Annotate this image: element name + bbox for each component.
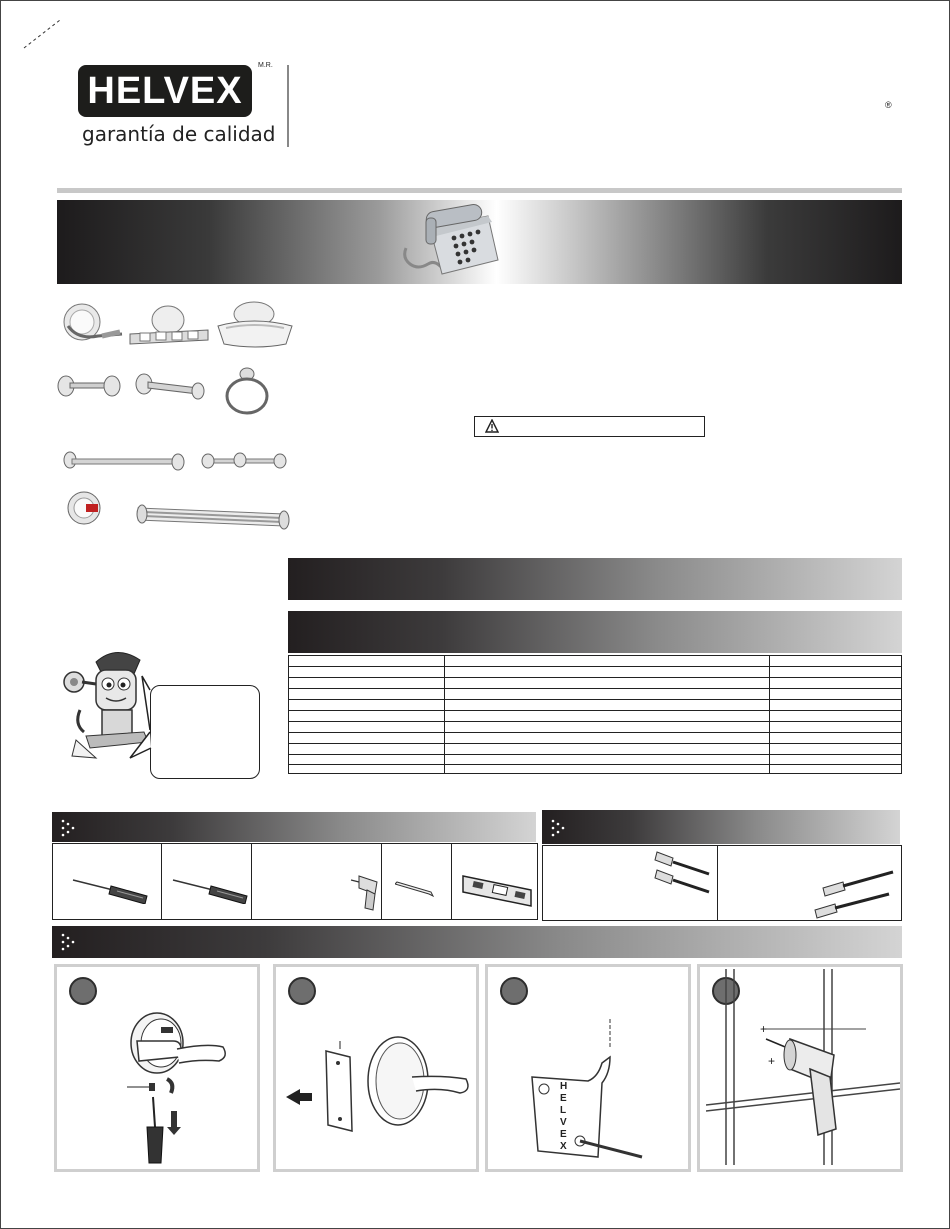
bubble-tail: [120, 670, 170, 760]
svg-text:L: L: [560, 1105, 567, 1116]
parts-col-divider: [444, 656, 445, 773]
dots-arrow-icon: [60, 932, 78, 952]
fixings-grid: [542, 845, 902, 921]
table-row: [289, 710, 901, 711]
cut-mark: [22, 18, 62, 50]
product-towel-shelf: [134, 498, 292, 532]
svg-text:E: E: [560, 1093, 567, 1104]
svg-text:V: V: [560, 1117, 567, 1128]
logo-tagline: garantía de calidad: [82, 122, 276, 146]
tool-divider: [251, 844, 252, 919]
table-row: [289, 721, 901, 722]
step-number-badge: [69, 977, 97, 1005]
product-paper-holder-long: [134, 372, 206, 402]
step-number-badge: [500, 977, 528, 1005]
drill-mark-plus: +: [760, 1022, 768, 1036]
warning-box: [474, 416, 705, 437]
step4-drilling-illustration: [706, 969, 900, 1165]
table-row: [289, 764, 901, 765]
drill-icon: [349, 872, 383, 912]
step2-separate-base-illustration: [282, 1027, 472, 1147]
fix-divider: [717, 846, 718, 920]
table-row: [289, 666, 901, 667]
section-bar-installation: [52, 926, 902, 958]
product-triple-hook: [200, 450, 288, 472]
product-toothbrush-holder: [128, 300, 210, 348]
warning-triangle-icon: [485, 419, 499, 433]
tool-divider: [451, 844, 452, 919]
step-panel-1: [54, 964, 260, 1172]
tools-grid: [52, 843, 538, 920]
pencil-icon: [395, 878, 439, 898]
step3-template-illustration: [518, 1017, 678, 1165]
level-icon: [461, 872, 533, 910]
step1-remove-screw-illustration: [117, 1007, 237, 1167]
drill-mark-cross: +: [768, 1054, 776, 1068]
step-panel-2: [273, 964, 479, 1172]
section-bar-parts: [288, 611, 902, 653]
section-bar-warranty: [288, 558, 902, 600]
flat-screwdriver-icon: [71, 874, 151, 904]
section-bar-fixings: [542, 810, 900, 844]
long-anchor-screws-icon: [813, 866, 899, 920]
product-towel-bar: [62, 450, 186, 472]
table-row: [289, 688, 901, 689]
brand-logo: [78, 62, 278, 152]
svg-text:E: E: [560, 1129, 567, 1140]
table-row: [289, 743, 901, 744]
product-robe-hook: [58, 300, 126, 348]
table-row: [289, 699, 901, 700]
parts-table: [288, 655, 902, 774]
phillips-screwdriver-icon: [171, 874, 251, 904]
svg-text:X: X: [560, 1141, 567, 1152]
dots-arrow-icon: [550, 818, 568, 838]
header-rule: [57, 188, 902, 193]
table-row: [289, 732, 901, 733]
product-single-hook: [64, 490, 108, 526]
table-row: [289, 677, 901, 678]
registered-symbol: ®: [885, 100, 892, 110]
telephone-icon: [400, 200, 500, 280]
product-soap-dish: [214, 298, 296, 348]
step-panel-3: [485, 964, 691, 1172]
logo-brand-name: HELVEX: [87, 70, 243, 112]
header-divider: [287, 65, 289, 147]
svg-text:H: H: [560, 1081, 568, 1092]
product-towel-ring: [222, 366, 272, 416]
section-bar-tools: [52, 812, 536, 842]
product-toilet-paper-holder: [56, 372, 122, 400]
logo-registered: M.R.: [258, 62, 273, 69]
wall-anchor-screws-icon: [651, 846, 717, 902]
dots-arrow-icon: [60, 818, 78, 838]
tool-divider: [161, 844, 162, 919]
parts-col-divider: [769, 656, 770, 773]
step-number-badge: [288, 977, 316, 1005]
step-panel-4: [697, 964, 903, 1172]
table-row: [289, 754, 901, 755]
